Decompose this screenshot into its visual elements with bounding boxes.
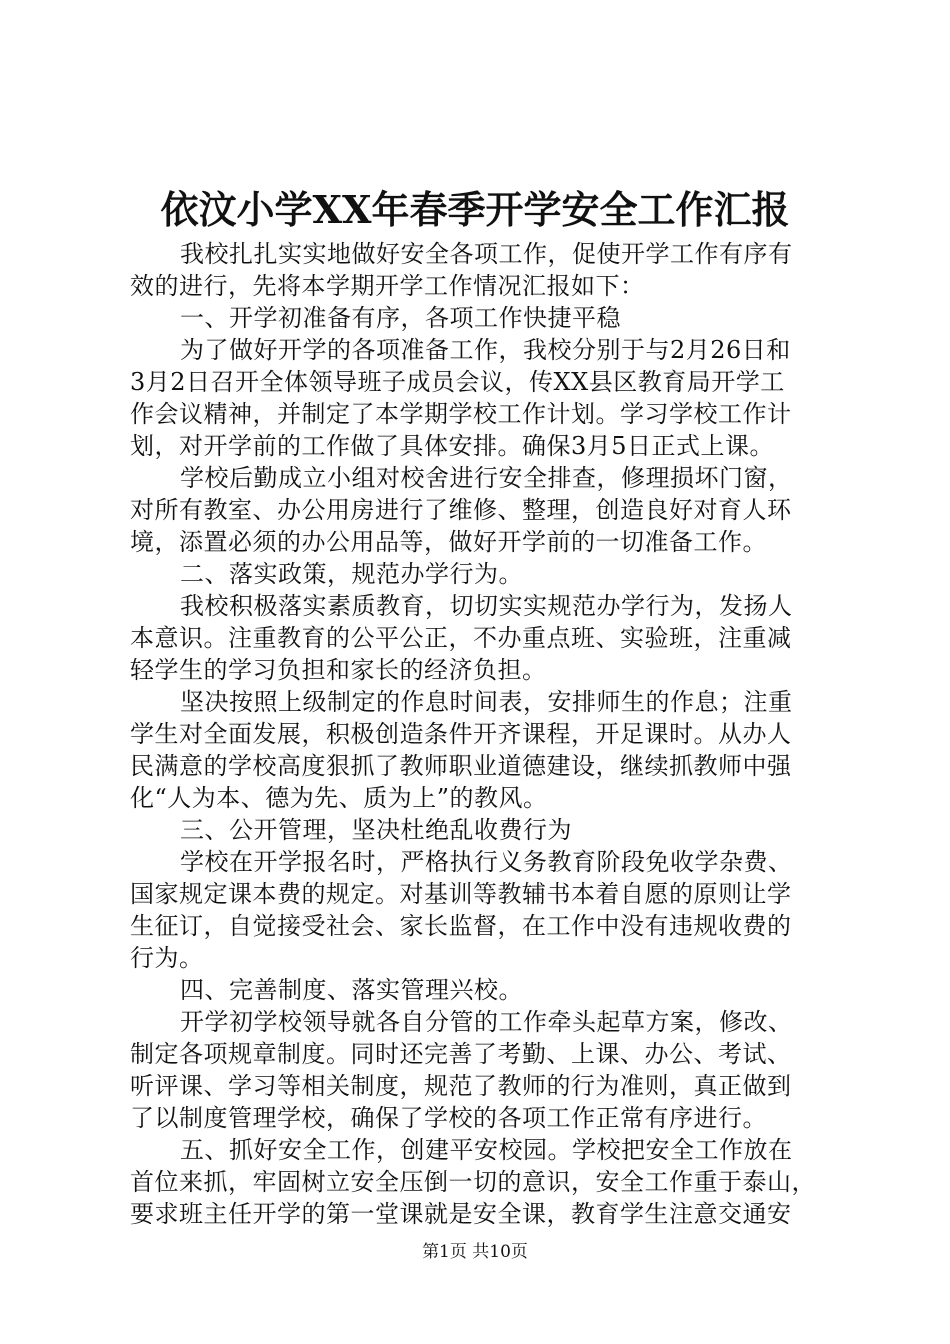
section-heading: 一、开学初准备有序，各项工作快捷平稳: [180, 304, 621, 332]
body-line: 学校在开学报名时，严格执行义务教育阶段免收学杂费、: [180, 848, 793, 876]
body-line: 听评课、学习等相关制度，规范了教师的行为准则，真正做到: [130, 1072, 792, 1100]
document-title: 依汶小学XX年春季开学安全工作汇报: [160, 187, 790, 232]
body-line: 要求班主任开学的第一堂课就是安全课，教育学生注意交通安: [130, 1200, 792, 1228]
body-line: 本意识。注重教育的公平公正，不办重点班、实验班，注重减: [130, 624, 792, 652]
body-line: 学生对全面发展，积极创造条件开齐课程，开足课时。从办人: [130, 720, 792, 748]
body-line: 境，添置必须的办公用品等，做好开学前的一切准备工作。: [130, 528, 767, 556]
body-line: 民满意的学校高度狠抓了教师职业道德建设，继续抓教师中强: [130, 752, 792, 780]
body-line: 我校扎扎实实地做好安全各项工作，促使开学工作有序有: [180, 240, 793, 268]
body-line: 我校积极落实素质教育，切切实实规范办学行为，发扬人: [180, 592, 793, 620]
body-line: 划，对开学前的工作做了具体安排。确保3月5日正式上课。: [130, 432, 775, 460]
section-heading: 五、抓好安全工作，创建平安校园。学校把安全工作放在: [180, 1136, 793, 1164]
body-line: 化“人为本、德为先、质为上”的教风。: [130, 784, 548, 812]
body-line: 对所有教室、办公用房进行了维修、整理，创造良好对育人环: [130, 496, 792, 524]
body-line: 效的进行，先将本学期开学工作情况汇报如下：: [130, 272, 645, 300]
body-line: 轻学生的学习负担和家长的经济负担。: [130, 656, 547, 684]
body-line: 坚决按照上级制定的作息时间表，安排师生的作息；注重: [180, 688, 793, 716]
body-line: 行为。: [130, 944, 204, 972]
body-line: 制定各项规章制度。同时还完善了考勤、上课、办公、考试、: [130, 1040, 792, 1068]
body-line: 作会议精神，并制定了本学期学校工作计划。学习学校工作计: [130, 400, 792, 428]
body-line: 国家规定课本费的规定。对基训等教辅书本着自愿的原则让学: [130, 880, 792, 908]
body-line: 首位来抓，牢固树立安全压倒一切的意识，安全工作重于泰山，: [130, 1168, 816, 1196]
section-heading: 二、落实政策，规范办学行为。: [180, 560, 523, 588]
section-heading: 三、公开管理，坚决杜绝乱收费行为: [180, 816, 572, 844]
body-line: 开学初学校领导就各自分管的工作牵头起草方案，修改、: [180, 1008, 793, 1036]
body-line: 生征订，自觉接受社会、家长监督，在工作中没有违规收费的: [130, 912, 792, 940]
body-line: 3月2日召开全体领导班子成员会议，传XX县区教育局开学工: [130, 368, 785, 396]
body-line: 为了做好开学的各项准备工作，我校分别于与2月26日和: [180, 336, 791, 364]
section-heading: 四、完善制度、落实管理兴校。: [180, 976, 523, 1004]
document-body: [130, 238, 830, 1230]
body-line: 了以制度管理学校，确保了学校的各项工作正常有序进行。: [130, 1104, 767, 1132]
body-line: 学校后勤成立小组对校舍进行安全排查，修理损坏门窗，: [180, 464, 793, 492]
page-footer: 第1页 共10页: [422, 1242, 528, 1262]
